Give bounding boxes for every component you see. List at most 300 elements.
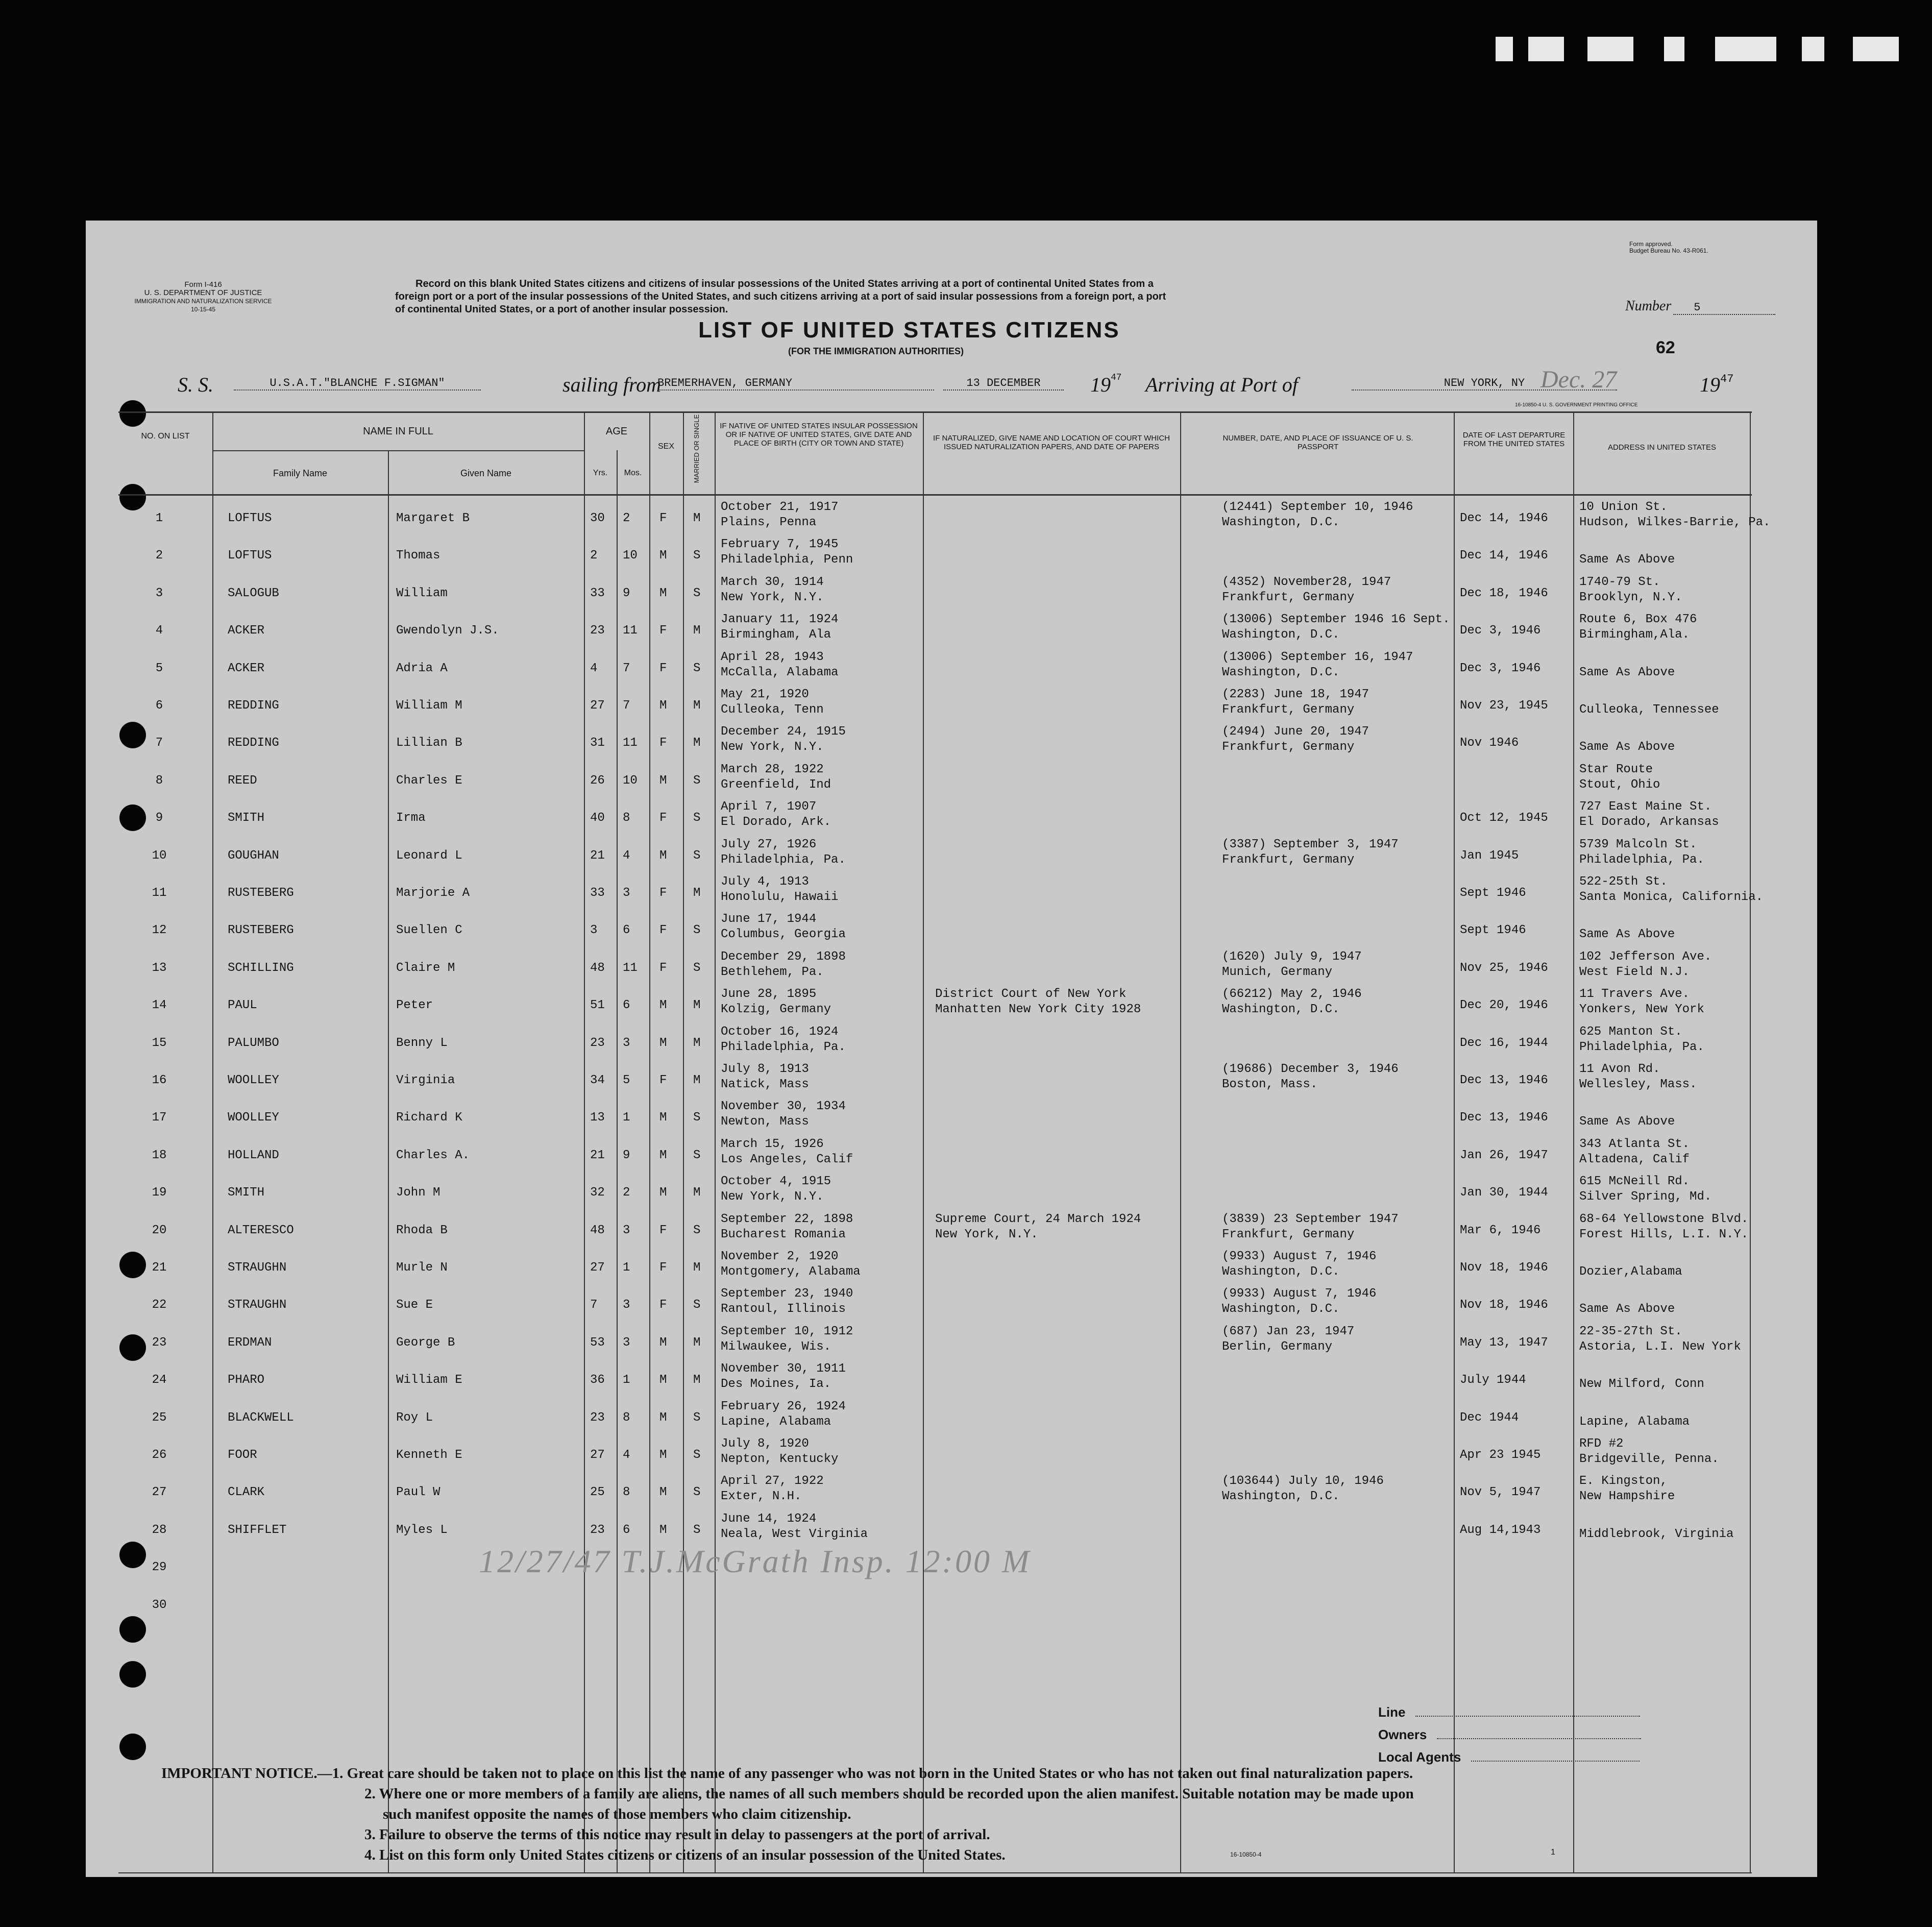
notice-item-1: 1. Great care should be taken not to place on this list the name of any passenger who was not born in the United States or who has not taken out final naturalization papers. <box>332 1765 1413 1782</box>
passport-info-line2: Washington, D.C. <box>1222 1003 1340 1017</box>
important-notice: IMPORTANT NOTICE.—1. Great care should be taken not to place on this list the name of any passenger who was not born in the United States or who has not taken out final naturalization papers. 2. Where one or more members of a family are aliens, the names of all such members should be recorded upon the alien manifest. Suitable notation may be made upon such manifest opposite the names of those members who claim citizenship. 3. Failure to observe the terms of this notice may result in delay to passengers at the port of arrival. 4. List on this form only United States citizens or citizens of an insular possession of the United States. <box>161 1765 1414 1863</box>
address-line2: Culleoka, Tennessee <box>1579 703 1719 717</box>
age-months: 3 <box>623 1335 630 1350</box>
sex: F <box>659 923 667 938</box>
birth-info-line1: April 28, 1943 <box>721 650 824 664</box>
given-name: Charles A. <box>396 1148 470 1162</box>
marital-status: S <box>693 549 701 563</box>
age-months: 11 <box>623 736 638 750</box>
sex: M <box>659 1373 667 1387</box>
marital-status: S <box>693 811 701 825</box>
given-name: Murle N <box>396 1261 448 1275</box>
birth-info-line2: Newton, Mass <box>721 1115 809 1129</box>
sex: F <box>659 661 667 675</box>
given-name: William <box>396 586 448 600</box>
birth-info-line2: Exter, N.H. <box>721 1490 802 1504</box>
family-name: BLACKWELL <box>228 1410 294 1425</box>
passport-info-line1: (13006) September 16, 1947 <box>1222 650 1413 664</box>
marital-status: S <box>693 1298 701 1312</box>
sex: M <box>659 549 667 563</box>
family-name: PAUL <box>228 998 257 1013</box>
marital-status: S <box>693 923 701 938</box>
passport-info-line2: Berlin, Germany <box>1222 1339 1333 1354</box>
marital-status: S <box>693 1410 701 1425</box>
sex: M <box>659 699 667 713</box>
family-name: RUSTEBERG <box>228 923 294 938</box>
given-name: George B <box>396 1335 455 1350</box>
passport-info-line2: Washington, D.C. <box>1222 665 1340 679</box>
given-name: Thomas <box>396 549 441 563</box>
age-months: 6 <box>623 923 630 938</box>
age-years: 21 <box>590 848 605 863</box>
address-line2: Same As Above <box>1579 553 1675 567</box>
last-departure: Dec 1944 <box>1460 1410 1519 1425</box>
sex: M <box>659 586 667 600</box>
given-name: Peter <box>396 998 433 1013</box>
sex: F <box>659 1298 667 1312</box>
birth-info-line1: October 16, 1924 <box>721 1025 839 1039</box>
birth-info-line2: Neala, West Virginia <box>721 1527 868 1541</box>
passport-info-line1: (3387) September 3, 1947 <box>1222 837 1399 851</box>
birth-info-line1: March 30, 1914 <box>721 575 824 589</box>
address-line1: 68-64 Yellowstone Blvd. <box>1579 1212 1749 1226</box>
manifest-rows <box>118 495 1771 1873</box>
family-name: LOFTUS <box>228 549 272 563</box>
row-number: 11 <box>152 886 167 900</box>
birth-info-line2: Philadelphia, Pa. <box>721 1040 846 1054</box>
notice-item-3: 3. Failure to observe the terms of this notice may result in delay to passengers at the port of arrival. <box>364 1826 990 1843</box>
age-years: 30 <box>590 511 605 525</box>
row-number: 13 <box>152 961 167 975</box>
birth-info-line2: Birmingham, Ala <box>721 628 832 642</box>
birth-info-line2: New York, N.Y. <box>721 590 824 604</box>
manifest-table <box>118 411 1771 1867</box>
header-family-name: Family Name <box>273 468 327 478</box>
address-line2: Birmingham,Ala. <box>1579 628 1690 642</box>
age-years: 36 <box>590 1373 605 1387</box>
given-name: Richard K <box>396 1111 462 1125</box>
given-name: William E <box>396 1373 462 1387</box>
birth-info-line1: November 30, 1934 <box>721 1100 846 1114</box>
address-line1: 102 Jefferson Ave. <box>1579 949 1712 964</box>
age-years: 25 <box>590 1485 605 1500</box>
form-id-block <box>116 281 290 313</box>
form-date: 10-15-45 <box>190 306 216 313</box>
last-departure: Dec 18, 1946 <box>1460 586 1548 600</box>
sex: F <box>659 736 667 750</box>
marital-status: M <box>693 998 701 1013</box>
birth-info-line2: Lapine, Alabama <box>721 1414 832 1429</box>
age-months: 5 <box>623 1074 630 1087</box>
header-given-name: Given Name <box>460 468 512 478</box>
row-number: 2 <box>155 549 163 563</box>
birth-info-line2: Greenfield, Ind <box>721 777 832 792</box>
sex: M <box>659 998 667 1013</box>
row-number: 8 <box>155 773 163 788</box>
age-months: 1 <box>623 1111 630 1125</box>
marital-status: M <box>693 1186 701 1200</box>
family-name: WOOLLEY <box>228 1074 279 1087</box>
sex: F <box>659 886 667 900</box>
birth-info-line1: March 28, 1922 <box>721 762 824 776</box>
page-number: 62 <box>1656 338 1675 357</box>
family-name: SALOGUB <box>228 586 279 600</box>
age-months: 9 <box>623 1148 630 1162</box>
address-line1: 11 Avon Rd. <box>1579 1062 1660 1076</box>
naturalization-info-line1: District Court of New York <box>935 987 1127 1002</box>
age-months: 8 <box>623 1485 630 1500</box>
passport-info-line2: Frankfurt, Germany <box>1222 740 1355 754</box>
birth-info-line2: New York, N.Y. <box>721 1190 824 1204</box>
birth-info-line2: Montgomery, Alabama <box>721 1265 861 1279</box>
sex: F <box>659 511 667 525</box>
naturalization-info-line2: New York, N.Y. <box>935 1227 1038 1241</box>
sail-year: $19^{47}$ <box>1090 373 1122 396</box>
last-departure: Dec 20, 1946 <box>1460 998 1548 1013</box>
table-row <box>118 758 1752 795</box>
budget-text: Budget Bureau No. 43-R061. <box>1629 247 1708 254</box>
address-line1: 11 Travers Ave. <box>1579 987 1690 1002</box>
marital-status: M <box>693 1335 701 1350</box>
age-years: 27 <box>590 1261 605 1275</box>
sex: M <box>659 1335 667 1350</box>
address-line1: 625 Manton St. <box>1579 1025 1682 1039</box>
approval-block <box>1629 241 1708 254</box>
address-line2: Lapine, Alabama <box>1579 1414 1690 1429</box>
passport-info-line1: (9933) August 7, 1946 <box>1222 1287 1377 1301</box>
family-name: GOUGHAN <box>228 848 279 863</box>
header-yrs: Yrs. <box>593 469 608 477</box>
row-number: 16 <box>152 1074 167 1087</box>
last-departure: Dec 3, 1946 <box>1460 624 1541 638</box>
notice-item-2: 2. Where one or more members of a family are aliens, the names of all such members should be recorded upon the alien manifest. Suitable notation may be made upon <box>364 1786 1414 1802</box>
marital-status: S <box>693 1148 701 1162</box>
age-months: 1 <box>623 1261 630 1275</box>
given-name: Gwendolyn J.S. <box>396 624 499 638</box>
birth-info-line1: April 7, 1907 <box>721 800 817 814</box>
birth-info-line2: El Dorado, Ark. <box>721 815 832 830</box>
address-line1: 1740-79 St. <box>1579 575 1660 589</box>
row-number: 4 <box>155 624 163 638</box>
given-name: Roy L <box>396 1410 433 1425</box>
birth-info-line2: Plains, Penna <box>721 516 817 529</box>
birth-info-line2: Philadelphia, Pa. <box>721 852 846 867</box>
port-to: NEW YORK, NY <box>1352 377 1617 391</box>
address-line1: 5739 Malcoln St. <box>1579 837 1697 851</box>
birth-info-line2: New York, N.Y. <box>721 740 824 754</box>
header-naturalized: IF NATURALIZED, GIVE NAME AND LOCATION OF COURT WHICH ISSUED NATURALIZATION PAPERS, AND DATE OF PAPERS <box>933 434 1170 451</box>
header-no-on-list: NO. ON LIST <box>141 432 190 441</box>
family-name: SMITH <box>228 1186 265 1200</box>
passport-info-line1: (12441) September 10, 1946 <box>1222 500 1413 514</box>
age-years: 53 <box>590 1335 605 1350</box>
birth-info-line2: McCalla, Alabama <box>721 665 839 679</box>
given-name: Paul W <box>396 1485 441 1500</box>
last-departure: Nov 18, 1946 <box>1460 1298 1548 1312</box>
given-name: Adria A <box>396 661 448 675</box>
birth-info-line1: October 4, 1915 <box>721 1175 832 1189</box>
given-name: Margaret B <box>396 511 470 525</box>
birth-info-line1: July 27, 1926 <box>721 837 817 851</box>
birth-info-line1: March 15, 1926 <box>721 1137 824 1151</box>
passport-info-line2: Washington, D.C. <box>1222 1490 1340 1504</box>
header-departure: DATE OF LAST DEPARTURE FROM THE UNITED STATES <box>1462 431 1566 448</box>
family-name: SHIFFLET <box>228 1523 287 1537</box>
passport-info-line2: Washington, D.C. <box>1222 1302 1340 1316</box>
last-departure: Sept 1946 <box>1460 923 1526 938</box>
last-departure: Jan 26, 1947 <box>1460 1148 1548 1162</box>
birth-info-line2: Philadelphia, Penn <box>721 553 853 567</box>
age-years: 32 <box>590 1186 605 1200</box>
sex: F <box>659 624 667 638</box>
sex: F <box>659 961 667 975</box>
given-name: Sue E <box>396 1298 433 1312</box>
family-name: SCHILLING <box>228 961 294 975</box>
marital-status: S <box>693 773 701 788</box>
family-name: HOLLAND <box>228 1148 279 1162</box>
passport-info-line1: (9933) August 7, 1946 <box>1222 1250 1377 1263</box>
birth-info-line1: June 28, 1895 <box>721 987 817 1002</box>
given-name: Lillian B <box>396 736 462 750</box>
age-years: 40 <box>590 811 605 825</box>
family-name: PHARO <box>228 1373 265 1387</box>
naturalization-info-line2: Manhatten New York City 1928 <box>935 1003 1141 1017</box>
passport-info-line1: (2283) June 18, 1947 <box>1222 688 1369 701</box>
address-line1: RFD #2 <box>1579 1437 1624 1451</box>
birth-info-line2: Milwaukee, Wis. <box>721 1339 832 1354</box>
birth-info-line1: September 23, 1940 <box>721 1287 853 1301</box>
marital-status: M <box>693 1261 701 1275</box>
address-line1: E. Kingston, <box>1579 1474 1668 1489</box>
last-departure: Nov 1946 <box>1460 736 1519 750</box>
family-name: REDDING <box>228 699 279 713</box>
age-months: 8 <box>623 811 630 825</box>
birth-info-line1: April 27, 1922 <box>721 1474 824 1489</box>
row-number: 28 <box>152 1523 167 1537</box>
age-years: 23 <box>590 624 605 638</box>
header-married-single: MARRIED OR SINGLE <box>693 414 700 483</box>
row-number: 23 <box>152 1335 167 1350</box>
sail-date: 13 DECEMBER <box>943 377 1064 391</box>
port-from: BREMERHAVEN, GERMANY <box>657 377 934 391</box>
row-number: 30 <box>152 1598 167 1612</box>
row-number: 19 <box>152 1186 167 1200</box>
marital-status: S <box>693 848 701 863</box>
address-line1: 727 East Maine St. <box>1579 800 1712 814</box>
age-months: 2 <box>623 1186 630 1200</box>
marital-status: S <box>693 1485 701 1500</box>
birth-info-line1: May 21, 1920 <box>721 688 809 701</box>
passport-info-line1: (2494) June 20, 1947 <box>1222 725 1369 739</box>
age-years: 33 <box>590 586 605 600</box>
marital-status: M <box>693 736 701 750</box>
age-years: 23 <box>590 1523 605 1537</box>
page-title: LIST OF UNITED STATES CITIZENS <box>698 318 1120 343</box>
address-line2: Altadena, Calif <box>1579 1152 1690 1166</box>
row-number: 29 <box>152 1560 167 1575</box>
passport-info-line2: Frankfurt, Germany <box>1222 590 1355 604</box>
family-name: FOOR <box>228 1448 257 1462</box>
row-number: 10 <box>152 848 167 863</box>
sailing-label: sailing from <box>563 373 661 396</box>
row-number: 22 <box>152 1298 167 1312</box>
age-months: 1 <box>623 1373 630 1387</box>
address-line2: El Dorado, Arkansas <box>1579 815 1719 830</box>
birth-info-line2: Los Angeles, Calif <box>721 1152 853 1166</box>
sex: M <box>659 1448 667 1462</box>
arrival-year: $19^{47}$ <box>1700 373 1734 396</box>
address-line2: Dozier,Alabama <box>1579 1265 1682 1279</box>
birth-info-line2: Columbus, Georgia <box>721 928 846 942</box>
address-line2: Philadelphia, Pa. <box>1579 852 1704 867</box>
age-months: 6 <box>623 1523 630 1537</box>
row-number: 7 <box>155 736 163 750</box>
age-years: 7 <box>590 1298 598 1312</box>
age-months: 6 <box>623 998 630 1013</box>
passport-info-line1: (687) Jan 23, 1947 <box>1222 1324 1355 1338</box>
birth-info-line1: February 26, 1924 <box>721 1399 846 1413</box>
row-number: 1 <box>155 511 163 525</box>
passport-info-line1: (1620) July 9, 1947 <box>1222 949 1362 964</box>
address-line2: Same As Above <box>1579 928 1675 942</box>
age-months: 7 <box>623 699 630 713</box>
birth-info-line1: July 8, 1920 <box>721 1437 809 1451</box>
family-name: REDDING <box>228 736 279 750</box>
last-departure: Dec 14, 1946 <box>1460 511 1548 525</box>
given-name: Suellen C <box>396 923 462 938</box>
marital-status: S <box>693 661 701 675</box>
sex: M <box>659 773 667 788</box>
birth-info-line1: June 17, 1944 <box>721 912 817 926</box>
address-line1: Star Route <box>1579 762 1653 776</box>
given-name: Irma <box>396 811 426 825</box>
address-line2: New Hampshire <box>1579 1490 1675 1504</box>
sex: F <box>659 1223 667 1237</box>
marital-status: M <box>693 624 701 638</box>
age-months: 10 <box>623 549 638 563</box>
family-name: CLARK <box>228 1485 265 1500</box>
passport-info-line2: Frankfurt, Germany <box>1222 703 1355 717</box>
age-years: 33 <box>590 886 605 900</box>
birth-info-line2: Culleoka, Tenn <box>721 703 824 717</box>
row-number: 27 <box>152 1485 167 1500</box>
age-months: 9 <box>623 586 630 600</box>
row-number: 24 <box>152 1373 167 1387</box>
last-departure: Aug 14,1943 <box>1460 1523 1541 1537</box>
address-line2: Wellesley, Mass. <box>1579 1078 1697 1091</box>
given-name: Leonard L <box>396 848 462 863</box>
header-sex: SEX <box>657 442 674 451</box>
birth-info-line2: Des Moines, Ia. <box>721 1377 832 1392</box>
birth-info-line2: Kolzig, Germany <box>721 1003 832 1017</box>
row-number: 15 <box>152 1036 167 1050</box>
family-name: RUSTEBERG <box>228 886 294 900</box>
marital-status: M <box>693 699 701 713</box>
header-name-in-full: NAME IN FULL <box>363 426 433 437</box>
marital-status: S <box>693 961 701 975</box>
address-line2: West Field N.J. <box>1579 965 1690 979</box>
passport-info-line1: (103644) July 10, 1946 <box>1222 1474 1384 1489</box>
birth-info-line2: Bethlehem, Pa. <box>721 965 824 979</box>
address-line1: 10 Union St. <box>1579 500 1668 514</box>
notice-label: IMPORTANT NOTICE. <box>161 1765 317 1782</box>
age-months: 8 <box>623 1410 630 1425</box>
last-departure: Nov 18, 1946 <box>1460 1261 1548 1275</box>
address-line2: Bridgeville, Penna. <box>1579 1452 1719 1466</box>
last-departure: Mar 6, 1946 <box>1460 1223 1541 1237</box>
row-number: 5 <box>155 661 163 675</box>
header-mos: Mos. <box>624 469 642 477</box>
marital-status: S <box>693 1448 701 1462</box>
age-months: 3 <box>623 1036 630 1050</box>
sex: M <box>659 1036 667 1050</box>
address-line1: 22-35-27th St. <box>1579 1324 1682 1338</box>
address-line2: Brooklyn, N.Y. <box>1579 590 1682 604</box>
family-name: ERDMAN <box>228 1335 272 1350</box>
notice-item-2-cont: such manifest opposite the names of those members who claim citizenship. <box>383 1806 851 1822</box>
address-line1: Route 6, Box 476 <box>1579 613 1697 627</box>
family-name: REED <box>228 773 257 788</box>
sex: M <box>659 1523 667 1537</box>
arrival-handwritten: Dec. 27 <box>1540 366 1617 393</box>
age-months: 11 <box>623 961 638 975</box>
footer-mark: 1 <box>1551 1848 1555 1857</box>
sex: M <box>659 1111 667 1125</box>
birth-info-line1: November 2, 1920 <box>721 1250 839 1263</box>
sex: M <box>659 848 667 863</box>
age-years: 48 <box>590 961 605 975</box>
marital-status: S <box>693 586 701 600</box>
passport-info-line1: (3839) 23 September 1947 <box>1222 1212 1399 1226</box>
passport-info-line1: (66212) May 2, 1946 <box>1222 987 1362 1002</box>
address-line2: Same As Above <box>1579 1302 1675 1316</box>
last-departure: Apr 23 1945 <box>1460 1448 1541 1462</box>
naturalization-info-line1: Supreme Court, 24 March 1924 <box>935 1212 1141 1226</box>
address-line2: Astoria, L.I. New York <box>1579 1339 1741 1354</box>
row-number: 12 <box>152 923 167 938</box>
birth-info-line1: February 7, 1945 <box>721 538 839 552</box>
birth-info-line1: October 21, 1917 <box>721 500 839 514</box>
address-line2: Hudson, Wilkes-Barrie, Pa. <box>1579 516 1771 529</box>
family-name: WOOLLEY <box>228 1111 279 1125</box>
birth-info-line1: July 8, 1913 <box>721 1062 809 1076</box>
signature-block: Line Owners Local Agents <box>1378 1701 1641 1768</box>
last-departure: Dec 14, 1946 <box>1460 549 1548 563</box>
passport-info-line1: (19686) December 3, 1946 <box>1222 1062 1399 1076</box>
marital-status: M <box>693 886 701 900</box>
sex: F <box>659 1074 667 1087</box>
row-number: 3 <box>155 586 163 600</box>
age-years: 4 <box>590 661 598 675</box>
row-number: 18 <box>152 1148 167 1162</box>
last-departure: Dec 3, 1946 <box>1460 661 1541 675</box>
family-name: PALUMBO <box>228 1036 279 1050</box>
passport-info-line2: Washington, D.C. <box>1222 1265 1340 1279</box>
marital-status: M <box>693 1036 701 1050</box>
approval-text: Form approved. <box>1629 240 1673 248</box>
print-code: 16-10850-4 U. S. GOVERNMENT PRINTING OFFICE <box>1515 402 1638 408</box>
handwritten-inspector-note: 12/27/47 T.J.McGrath Insp. 12:00 M <box>479 1543 1032 1579</box>
address-line2: Yonkers, New York <box>1579 1003 1704 1017</box>
passport-info-line1: (13006) September 1946 16 Sept. <box>1222 613 1450 627</box>
sex: M <box>659 1148 667 1162</box>
age-months: 2 <box>623 511 630 525</box>
age-months: 11 <box>623 624 638 638</box>
form-number: Form I-416 <box>184 280 222 289</box>
birth-info-line2: Rantoul, Illinois <box>721 1302 846 1316</box>
birth-info-line2: Nepton, Kentucky <box>721 1452 839 1466</box>
marital-status: M <box>693 1074 701 1087</box>
